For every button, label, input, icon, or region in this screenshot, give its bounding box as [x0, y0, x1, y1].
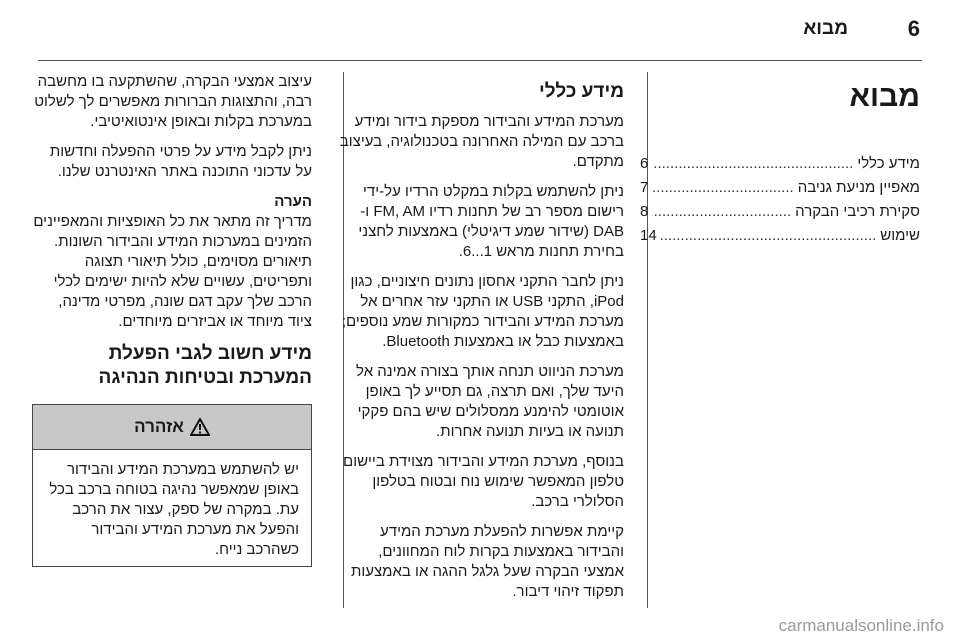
body-paragraph: בנוסף, מערכת המידע והבידור מצוידת ביישום טלפון המאפשר שימוש נוח ובטוח בטלפון הסלולרי ברכב. — [343, 453, 624, 510]
chapter-toc-column — [640, 80, 920, 248]
safety-column — [32, 72, 312, 567]
chapter-title: מבוא — [849, 80, 920, 113]
toc-leader — [652, 200, 791, 224]
toc-entry-title: סקירת רכיבי הבקרה — [795, 203, 920, 220]
toc-entry-page: 7 — [640, 179, 649, 196]
body-paragraph: מערכת המידע והבידור מספקת בידור ומידע ברכב עם המילה האחרונה בטכנולוגיה, בעיצוב מתקדם. — [339, 113, 624, 170]
toc-entry[interactable] — [640, 152, 920, 176]
toc-entry-title: שימוש — [880, 227, 920, 244]
general-info-column — [334, 80, 624, 612]
body-paragraph: ניתן להשתמש בקלות במקלט הרדיו על-ידי רישום מספר רב של תחנות רדיו FM, AM ו-DAB (שידור שמע דיגיטלי) באמצעות לחצני בחירת תחנות מראש 1...6. — [358, 183, 624, 260]
warning-header — [33, 405, 311, 450]
toc-entry-page: 6 — [640, 155, 649, 172]
body-paragraph: מערכת הניווט תנחה אותך בצורה אמינה אל היעד שלך, ואם תרצה, גם תסייע לך באופן אוטומטי להימנע ממסלולים שיש בהם פקקי תנועה או בעיות תנועה אחרות. — [356, 363, 624, 440]
running-header-title: מבוא — [803, 18, 848, 39]
warning-text: יש להשתמש במערכת המידע והבידור באופן שמאפשר נהיגה בטוחה ברכב בכל עת. במקרה של ספק, עצור את הרכב והפעל את מערכת המידע והבידור כשהרכב נייח. — [49, 461, 299, 558]
body-paragraph: ניתן לקבל מידע על פרטי ההפעלה וחדשות על עדכוני התוכנה באתר האינטרנט שלנו. — [49, 143, 312, 180]
warning-box — [32, 404, 312, 567]
warning-title: אזהרה — [134, 417, 184, 436]
body-paragraph: ניתן לחבר התקני אחסון נתונים חיצוניים, כגון iPod, התקני USB או התקני עזר אחרים אל מערכת המידע והבידור כמקורות שמע נוספים; באמצעות כבל או באמצעות Bluetooth. — [341, 273, 624, 350]
toc-entry-page: 8 — [640, 203, 649, 220]
toc-entry-title: מאפיין מניעת גניבה — [797, 179, 920, 196]
section-heading-general-info: מידע כללי — [538, 81, 624, 102]
toc-entry-page: 14 — [640, 227, 657, 244]
toc-leader — [652, 152, 853, 176]
page-number: 6 — [907, 16, 920, 41]
watermark: carmanualsonline.info — [778, 616, 944, 635]
section-heading-safety: מידע חשוב לגבי הפעלת המערכת ובטיחות הנהיגה — [98, 343, 312, 388]
toc-entry-title: מידע כללי — [857, 155, 920, 172]
warning-triangle-icon — [190, 418, 210, 436]
page-header — [0, 0, 960, 62]
toc-leader — [652, 176, 793, 200]
header-divider — [38, 60, 922, 61]
toc-leader — [661, 224, 877, 248]
body-paragraph: קיימת אפשרות להפעלת מערכת המידע והבידור באמצעות בקרות לוח המחוונים, אמצעי הבקרה שעל גלגל ההגה או באמצעות תפקוד זיהוי דיבור. — [351, 523, 624, 600]
note-text: מדריך זה מתאר את כל האופציות והמאפיינים הזמינים במערכות המידע והבידור השונות. תיאורים מסוימים, כולל תיאורי תצוגה ותפריטים, עשויים שלא להיות ישימים לכלי הרכב שלך עקב דגם שונה, מפרטי מדינה, ציוד מיוחד או אביזרים מיוחדים. — [33, 213, 312, 330]
body-paragraph: עיצוב אמצעי הבקרה, שהשתקעה בו מחשבה רבה, והתצוגות הברורות מאפשרים לך לשלוט במערכת בקלות ובאופן אינטואיטיבי. — [34, 73, 312, 130]
note-heading: הערה — [274, 193, 312, 210]
toc-entry[interactable] — [640, 200, 920, 224]
toc-entry[interactable] — [640, 176, 920, 200]
toc-entry[interactable] — [640, 224, 920, 248]
